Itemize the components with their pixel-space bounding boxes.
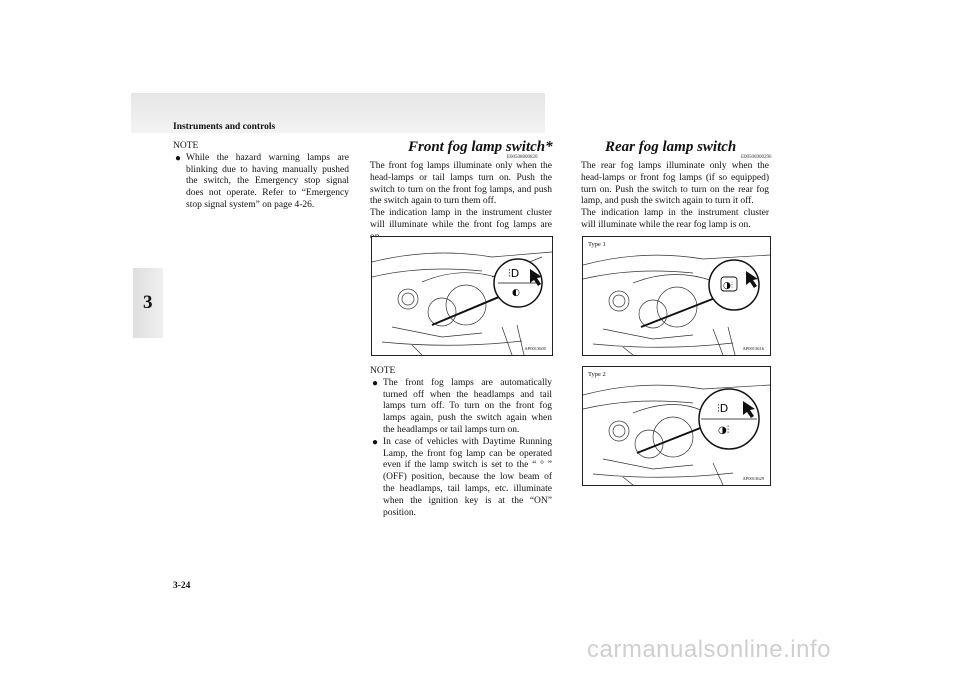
note-label: NOTE <box>173 141 199 151</box>
watermark: carmanualsonline.info <box>587 636 831 663</box>
front-fog-title: Front fog lamp switch* <box>408 139 553 155</box>
switch-callout <box>709 260 759 310</box>
rear-fog-title: Rear fog lamp switch <box>605 139 737 155</box>
front-fog-paragraph-2: The indication lamp in the instrument cluster will illuminate while the front fog lamps are <box>370 208 552 230</box>
chapter-number: 3 <box>143 292 153 313</box>
front-fog-paragraph-1: The front fog lamps illuminate only when the head-lamps or tail lamps turn on. Push the switch to turn on the front fog lamps, and push the switch again to turn them off. <box>370 161 552 207</box>
note-bullet <box>370 378 552 437</box>
type-label: Type 1 <box>588 241 606 248</box>
dashboard-illustration <box>372 237 552 355</box>
note-label: NOTE <box>370 366 396 376</box>
bullet-icon: ● <box>372 436 379 448</box>
front-fog-figure-code: AP0013605 <box>524 346 546 351</box>
front-fog-note <box>370 366 552 519</box>
rear-fog-paragraph-1: The rear fog lamps illuminate only when the head-lamps or front fog lamps (if so equipped) turn on. Push the switch to turn on the rear fog lamp, and push the switch again to turn it off. <box>581 161 769 207</box>
front-fog-figure <box>371 236 553 356</box>
note-bullet-text: While the hazard warning lamps are blinking due to having manually pushed the switch, the Emergency stop signal does not operate. Refer to “Emergency stop signal system” on page 4-26. <box>186 152 349 210</box>
section-title: Instruments and controls <box>173 122 276 132</box>
rear-fog-paragraph-2: The indication lamp in the instrument cluster will illuminate while the rear fog lamp is on. <box>581 208 769 230</box>
type-label: Type 2 <box>588 371 606 378</box>
svg-text:⫶D: ⫶D <box>717 402 729 415</box>
front-fog-code: E00508800820 <box>507 155 538 160</box>
svg-text:◑⫶: ◑⫶ <box>723 281 734 291</box>
svg-text:⫶D: ⫶D <box>508 267 520 280</box>
rear-fog-lamp-icon <box>718 425 729 436</box>
page-number: 3-24 <box>173 581 191 591</box>
rear-fog-figure-type2 <box>582 366 771 486</box>
note-bullet-text: The front fog lamps are automatically turned off when the headlamps and tail lamps turn off. To turn on the front fog lamps again, push the switch again when the headlamps or tail lamps turn on. <box>383 377 552 435</box>
note-bullet <box>173 153 349 212</box>
bullet-icon: ● <box>372 377 379 389</box>
rear-fog-body <box>581 161 769 232</box>
chapter-tab <box>133 268 163 338</box>
rear-fog-figure1-code: AP0013616 <box>742 346 764 351</box>
hazard-note <box>173 141 349 212</box>
dashboard-illustration <box>583 367 770 485</box>
svg-text:◑⫶: ◑⫶ <box>718 425 730 436</box>
front-fog-body <box>370 161 552 244</box>
rear-fog-figure2-code: AP0013629 <box>742 476 764 481</box>
bullet-icon: ● <box>175 152 182 164</box>
rear-fog-figure-type1 <box>582 236 771 356</box>
front-fog-lamp-icon <box>717 402 728 415</box>
dashboard-illustration <box>583 237 770 355</box>
svg-text:◐: ◐ <box>512 288 520 298</box>
note-bullet-text: In case of vehicles with Daytime Running Lamp, the front fog lamp can be operated even if the lamp switch is set to the “ ° ” (OFF) position, because the low beam of the headlamps, tail lamps, etc. illuminate when the ignition key is at the “ON” position. <box>383 436 552 518</box>
note-bullet <box>370 437 552 520</box>
rear-fog-code: E00506900296 <box>741 155 772 160</box>
